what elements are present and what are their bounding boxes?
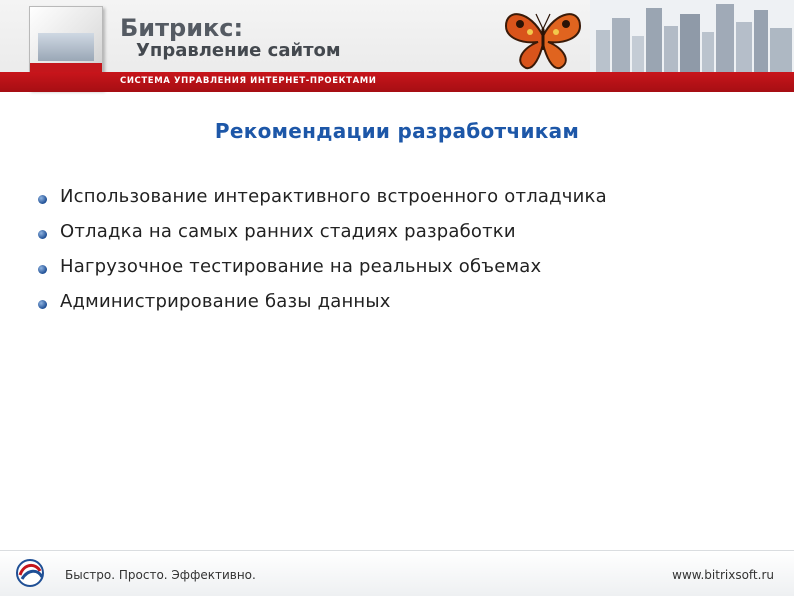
product-box-city-image	[38, 33, 94, 61]
list-item	[38, 256, 607, 291]
list-item	[38, 186, 607, 221]
tagline-bar	[0, 72, 794, 92]
list-item-text: Использование интерактивного встроенного отладчика	[60, 186, 607, 207]
footer-slogan: Быстро. Просто. Эффективно.	[65, 568, 256, 582]
list-item-text: Нагрузочное тестирование на реальных объемах	[60, 256, 542, 277]
bullet-icon	[38, 300, 47, 309]
city-skyline-image	[590, 0, 794, 72]
header-banner	[0, 0, 794, 92]
page-title: Рекомендации разработчикам	[214, 119, 580, 143]
list-item	[38, 221, 607, 256]
butterfly-icon	[500, 4, 586, 72]
tagline: СИСТЕМА УПРАВЛЕНИЯ ИНТЕРНЕТ-ПРОЕКТАМИ	[120, 76, 377, 86]
brand-subtitle: Управление сайтом	[136, 40, 341, 61]
list-item	[38, 291, 607, 326]
bitrix-logo-icon	[14, 557, 54, 589]
footer-url: www.bitrixsoft.ru	[672, 568, 774, 582]
bullet-list	[38, 186, 607, 326]
bullet-icon	[38, 230, 47, 239]
list-item-text: Отладка на самых ранних стадиях разработки	[60, 221, 516, 242]
bullet-icon	[38, 265, 47, 274]
footer	[0, 550, 794, 596]
list-item-text: Администрирование базы данных	[60, 291, 391, 312]
brand-title: Битрикс:	[120, 14, 244, 42]
bullet-icon	[38, 195, 47, 204]
